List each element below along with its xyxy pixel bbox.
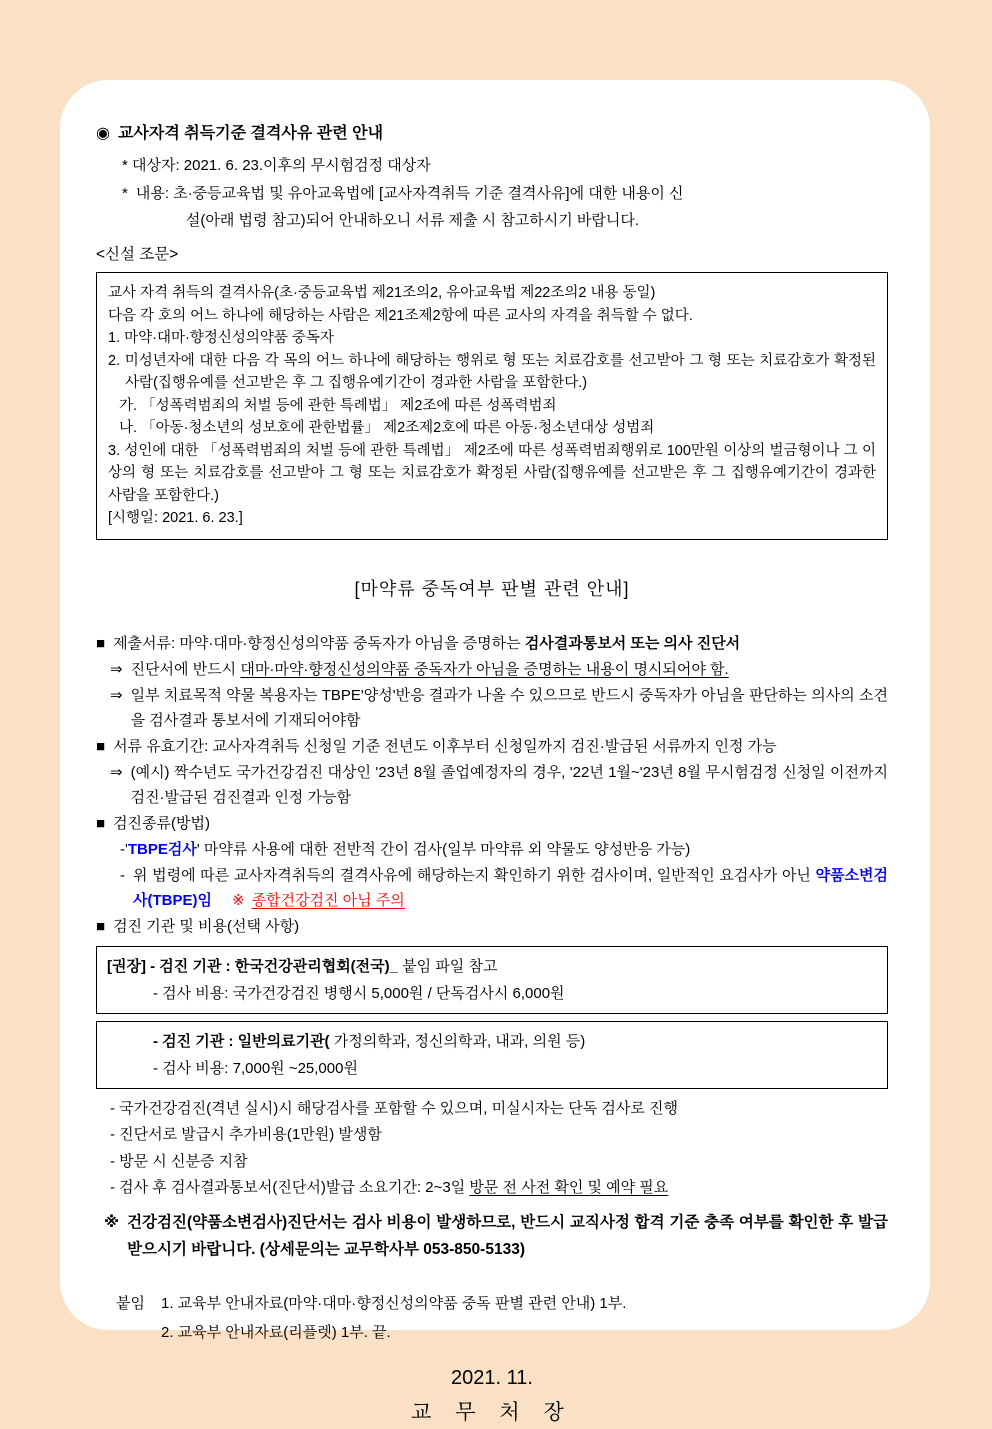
dash-marker: - [120, 866, 125, 884]
general-agency-rest: 가정의학과, 정신의학과, 내과, 의원 등) [329, 1032, 586, 1050]
footer-date: 2021. 11. [451, 1366, 533, 1389]
recommended-agency-rest: 붙임 파일 참고 [398, 957, 498, 975]
example-row [110, 760, 888, 810]
exam-type-text: 검진종류(방법) [113, 814, 210, 832]
diagnosis-note-prefix: 진단서에 반드시 [130, 660, 241, 678]
arrow-icon: ⇒ [110, 660, 123, 678]
content-text [136, 180, 888, 234]
square-bullet-icon: ■ [96, 634, 106, 652]
submit-docs-prefix: 제출서류: 마약·대마·향정신성의약품 중독자가 아님을 증명하는 [113, 634, 525, 652]
new-clause-label: <신설 조문> [96, 246, 179, 263]
general-agency-line1 [107, 1028, 877, 1055]
attachment-item: 1. 교육부 안내자료(마약·대마·향정신성의약품 중독 판별 관련 안내) 1부. [160, 1294, 627, 1312]
cost-warning-text: 건강검진(약품소변검사)진단서는 검사 비용이 발생하므로, 반드시 교직사정 합격 기준 충족 여부를 확인한 후 발급 받으시기 바랍니다. (상세문의는 교무학사부 053-850-5133) [127, 1213, 888, 1258]
note-national-checkup: - 국가건강검진(격년 실시)시 해당검사를 포함할 수 있으며, 미실시자는 단독 검사로 진행 [110, 1099, 678, 1117]
recommended-agency-bold: [권장] - 검진 기관 : 한국건강관리협회(전국)_ [107, 957, 398, 975]
attachment-item: 2. 교육부 안내자료(리플렛) 1부. 끝. [160, 1323, 391, 1341]
diagnosis-note-row [110, 657, 888, 682]
tbpe-positive-text: 일부 치료목적 약물 복용자는 TBPE'양성'반응 결과가 나올 수 있으므로 반드시 중독자가 아님을 판단하는 의사의 소견을 검사결과 통보서에 기재되어야함 [130, 686, 888, 729]
law-line: 가. 「성폭력범죄의 처벌 등에 관한 특례법」 제2조에 따른 성폭력범죄 [119, 397, 557, 414]
law-line: [시행일: 2021. 6. 23.] [108, 510, 243, 526]
law-box [96, 272, 888, 540]
purpose-text [133, 863, 888, 913]
purpose-warning-underline: 종합건강검진 아님 주의 [251, 891, 405, 909]
tbpe-test-rest: ' 마약류 사용에 대한 전반적 간이 검사(일부 마약류 외 약물도 양성반응 가능) [196, 840, 691, 858]
note-result-period [110, 1175, 888, 1202]
tbpe-positive-row [110, 683, 888, 733]
general-agency-box [96, 1021, 888, 1089]
agency-cost-heading-text: 검진 기관 및 비용(선택 사항) [113, 917, 300, 935]
content-line [122, 180, 888, 234]
square-bullet-icon: ■ [96, 737, 106, 755]
exam-type-row [96, 811, 888, 836]
attachments-list [161, 1289, 626, 1347]
cost-warning-row [104, 1209, 888, 1263]
note-result-period-prefix: - 검사 후 검사결과통보서(진단서)발급 소요기간: 2~3일 [110, 1179, 470, 1196]
footer-signer: 교 무 처 장 [411, 1400, 573, 1424]
drug-section-title: [마약류 중독여부 판별 관련 안내] [354, 578, 630, 599]
notice-card [60, 80, 930, 1424]
fisheye-bullet-icon: ◉ [96, 125, 110, 142]
law-line: 나. 「아동·청소년의 성보호에 관한법률」 제2조제2호에 따른 아동·청소년대상 성범죄 [119, 420, 655, 436]
warning-asterisk-icon: ※ [231, 891, 245, 909]
tbpe-test-name: TBPE검사 [127, 840, 197, 858]
recommended-agency-line1 [107, 953, 877, 980]
validity-row [96, 734, 888, 759]
note-extra-cost: - 진단서로 발급시 추가비용(1만원) 발생함 [110, 1126, 382, 1143]
content-text-line1: 내용: 초·중등교육법 및 유아교육법에 [교사자격취득 기준 결격사유]에 대한 내용이 신 [135, 185, 684, 202]
content-text-line2: 설(아래 법령 참고)되어 안내하오니 서류 제출 시 참고하시기 바랍니다. [185, 212, 640, 229]
general-agency-bold: - 검진 기관 : 일반의료기관( [153, 1032, 330, 1050]
law-line: 교사 자격 취득의 결격사유(초·중등교육법 제21조의2, 유아교육법 제22조의2 내용 동일) [108, 285, 656, 301]
tbpe-test-prefix: -' [120, 840, 128, 858]
law-line: 다음 각 호의 어느 하나에 해당하는 사람은 제21조제2항에 따른 교사의 자격을 취득할 수 없다. [108, 307, 693, 324]
reference-mark-icon: ※ [104, 1213, 120, 1231]
notice-title-row [96, 121, 888, 147]
arrow-icon: ⇒ [110, 763, 123, 781]
validity-text: 서류 유효기간: 교사자격취득 신청일 기준 전년도 이후부터 신청일까지 검진·발급된 서류까지 인정 가능 [113, 737, 777, 755]
notice-title: 교사자격 취득기준 결격사유 관련 안내 [117, 125, 384, 142]
purpose-prefix: 위 법령에 따른 교사자격취득의 결격사유에 해당하는지 확인하기 위한 검사이며, 일반적인 요검사가 아닌 [133, 866, 816, 884]
recommended-agency-line2: - 검사 비용: 국가건강검진 병행시 5,000원 / 단독검사시 6,000원 [153, 984, 565, 1002]
square-bullet-icon: ■ [96, 917, 106, 935]
attachments-label: 붙임 [116, 1294, 145, 1312]
submit-docs-row [96, 631, 888, 656]
purpose-row [120, 863, 888, 913]
asterisk-marker: * [122, 185, 128, 202]
purpose-blue-bold: 약품소변검사(TBPE)임 [133, 866, 888, 909]
general-agency-line2: - 검사 비용: 7,000원 ~25,000원 [153, 1059, 358, 1077]
tbpe-test-line [120, 837, 888, 862]
arrow-icon: ⇒ [110, 686, 123, 704]
diagnosis-note-text [131, 657, 888, 682]
diagnosis-note-underline: 대마·마약·향정신성의약품 중독자가 아님을 증명하는 내용이 명시되어야 함. [240, 660, 729, 678]
recommended-agency-box [96, 946, 888, 1014]
note-result-period-underline: 방문 전 사전 확인 및 예약 필요 [469, 1179, 669, 1196]
law-line: 2. 미성년자에 대한 다음 각 목의 어느 하나에 해당하는 행위로 형 또는 치료감호를 선고받아 그 형 또는 치료감호가 확정된 사람(집행유예를 선고받은 후 그 집행유예기간이 경과한 사람을 포함한다.) [108, 352, 876, 391]
agency-cost-heading-row [96, 914, 888, 939]
square-bullet-icon: ■ [96, 814, 106, 832]
target-line: * 대상자: 2021. 6. 23.이후의 무시험검정 대상자 [122, 157, 431, 174]
attachments-block [116, 1289, 888, 1347]
submit-docs-text [113, 631, 888, 656]
note-id-card: - 방문 시 신분증 지참 [110, 1152, 248, 1170]
example-text: (예시) 짝수년도 국가건강검진 대상인 '23년 8월 졸업예정자의 경우, '22년 1월~'23년 8월 무시험검정 신청일 이전까지 검진·발급된 검진결과 인정 가능함 [130, 763, 888, 806]
law-line: 1. 마약·대마·향정신성의약품 중독자 [108, 330, 334, 346]
law-line: 3. 성인에 대한 「성폭력범죄의 처벌 등에 관한 특례법」 제2조에 따른 성폭력범죄행위로 100만원 이상의 벌금형이나 그 이상의 형 또는 치료감호를 선고받아 그 형 또는 치료감호가 확정된 사람(집행유예를 선고받은 후 그 집행유예기간이 경과한 사람을 포함한다.) [108, 442, 876, 504]
submit-docs-bold: 검사결과통보서 또는 의사 진단서 [524, 634, 741, 652]
